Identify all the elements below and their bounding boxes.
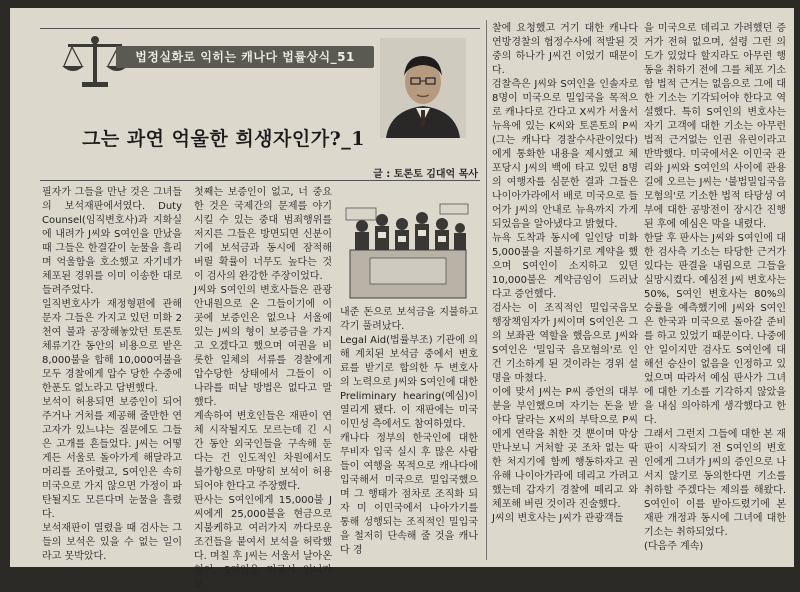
courtroom-illustration [340, 198, 476, 302]
top-rule [40, 28, 480, 29]
text-column-1: 필자가 그들을 만난 것은 그녀들의 보석재판에서였다. Duty Counsel(임직변호사)과 지화실에 내려가 J씨와 S여인을 만났을 때 그들은 한결같이 눈물을 흘리며 억울함을 호소했고 자기네가 체포된 경위를 이미 이송한 대로 들려주었다. 일직변호사가 재정형편에 관해 문자 그들은 가지고 있던 미화 2천여 불과 공장해놓았던 토론토 체류기간 동안의 비용으로 받은 8,000불을 합해 10,000여불을 모두 경찰에게 압수 당한 수중에 한푼도 없노라고 답변했다. 보석이 허용되면 보증인이 되어 주거나 거처를 제공해 줄만한 연고자가 있느냐는 질문에도 그들은 고개를 흔들었다. J씨는 어떻게든 서울로 돌아가게 해달라고 머리를 조아렸고, S여인은 속히 미국으로 가지 않으면 가정이 파탄될지도 모른다며 눈물을 흘렸다. 보석재판이 열렸을 때 검사는 그들의 보석은 있을 수 없는 일이라고 못박았다. [42, 187, 182, 562]
text-column-2: 첫째는 보증인이 없고, 너 중요한 것은 국제간의 문제를 야기시킬 수 있는 중대 범죄행위를 저지른 그들은 방면되면 신분이기에 보석금과 동시에 잠적해 버릴 확률이 너무도 높다는 것이 검사의 완강한 주장이었다. J씨와 S여인의 변호사들은 관광안내원으로 온 그들이기에 이 곳에 보증인은 없으나 서울에 있는 J씨의 형이 보증금을 가지고 오겠다고 했으며 여권을 비롯한 일체의 서류를 경찰에게 압수당한 상태에서 그들이 이 나라를 떠날 방법은 없다고 말했다. 계속하여 변호인들은 재판이 연체 시작될지도 모르는데 긴 시간 동안 외국인들을 구속해 둔다는 건 인도적인 차원에서도 불가항으로 마땅히 보석이 허용되어야 한다고 주장했다. 판사는 S여인에게 15,000불 J씨에게 25,000불을 현금으로 지불케하고 여러가지 까다로운 조건들을 붙여서 보석을 허락했다. 며칠 후 J씨는 서울서 날아온 형이, S여인은 미국서 언니가 보 [194, 187, 332, 590]
author-portrait-image [380, 38, 466, 138]
author-photo [380, 38, 466, 138]
newspaper-page [10, 8, 794, 590]
text-column-5: 을 미국으로 데리고 가려했던 증거가 전혀 없으며, 설령 그런 의도가 있었다 할지라도 아무런 행동을 취하기 전에 그를 체포 기소함 법적 근거는 없음으로 그에 대한 기소는 기각되어야 한다고 역설했다. 특히 S여인의 변호사는 자기 고객에 대한 기소는 아무런 법적 근거없는 인권 유린이라고 반박했다. 미국에서온 이민국 관리와 J씨와 S여인의 사이에 관용 길에 오르는 J씨는 '불법밀입국음모혐의'로 기소한 법적 타당성 여부에 대한 공방전이 장시간 진행된 후에 예심은 막을 내렸다. 한달 후 판사는 J씨와 S여인에 대한 검사측 기소는 타당한 근거가 있다는 판결을 내림으로 그들을 실망시켰다. 예심전 J씨 변호사는 50%, S여인 변호사는 80%의 승률을 예측했기에 J씨와 S여인은 한국과 미국으로 돌아갈 준비를 하고 있었기 때문이다. 나중에 안 일이지만 검사도 S여인에 대해선 승산이 없음을 인정하고 있었으며 따라서 예심 판사가 그녀에 대한 기소를 기각하지 않았을을 내심 의아하게 생각했다고 한다. 그래서 그런지 그들에 대한 본 재판이 시작되기 전 S여인의 변호인에게 그녀가 J씨의 증인으로 나서지 않기로 동의한다면 기소를 취하할 주겠다는 제의를 해왔다. S여인이 이를 받아드렸기에 본 재판 개정과 동시에 그녀에 대한 기소는 취하되었다. (다음주 계속) [644, 23, 786, 552]
series-banner [116, 46, 374, 68]
byline: 글 : 토론토 김대억 목사 [373, 169, 478, 180]
article-headline: 그는 과연 억울한 희생자인가?_1 [82, 128, 365, 150]
column-divider [486, 20, 487, 560]
text-column-3: 내준 돈으로 보석금을 지불하고 각기 풀려났다. Legal Aid(법률부조) 기관에 의해 계치된 보석금 중에서 변호료를 받기로 합의한 두 변호사의 노력으로 J씨와 S여인에 대한 Preliminary hearing(예심)이 열리게 됐다. 이 재판에는 미국 이민성 측에서도 참여하였다. 캐나다 정부의 한국인에 대한 무비자 입국 실시 후 많은 사람들이 여행을 목적으로 캐나다에 입국해서 미국으로 밀입국했으며 그 행태가 점차로 조직화 되자 미 이민국에서 나아가기를 통해 성행되는 조직적인 밀입국을 철저히 단속해 줄 것을 캐나다 경 [340, 307, 478, 556]
byline-rule [40, 180, 480, 181]
text-column-4: 찰에 요청했고 거기 대한 캐나다 연방경찰의 협정수사에 적발된 것 중의 하나가 J씨건 이었기 때문이다. 검찰측은 J씨와 S여인을 인솔자로 8명이 미국으로 밀입국을 목적으로 캐나다로 간다고 X씨가 서울서 뉴욕에 있는 K씨와 토론토의 P씨(그는 캐나다 경찰수사관이었다)에게 통화한 내용을 제시했고 체포당시 J씨의 백에 타고 있던 8명의 여행자를 심문한 결과 그들은 나이아가라에서 배로 미국으로 들어가 J씨의 안내로 뉴욕까지 가게 되었음을 알아냈다고 밝혔다. 뉴욕 도착과 동시에 일인당 미화 5,000불을 지불하기로 계약을 했으며 S여인이 소지하고 있던 10,000불은 계약금임이 드러났다고 증언했다. 검사는 이 조직적인 밀입국음모 행장책임자가 J씨이며 S여인은 그의 보좌관 역할을 했음으로 J씨와 S여인은 '밀입국 음모혐의'로 인건 기소하게 된 것이라는 경위 설명을 마쳤다. 이에 맞서 J씨는 P씨 증언의 대부분을 부인했으며 자기는 돈을 받아다 달라는 X씨의 부탁으로 P씨에게 연락을 취한 것 뿐이며 막상 만나보니 거처할 곳 조차 없는 딱한 처지기에 함께 행동하자고 권유해 나이아가라에 데리고 가려고 했는데 갑자기 경찰에 떼리고 와 체포해 버린 것이라 진술했다. J씨의 변호사는 J씨가 관광객들 [492, 23, 638, 524]
series-title: 법정실화로 익히는 캐나다 법률상식_51 [135, 50, 355, 64]
